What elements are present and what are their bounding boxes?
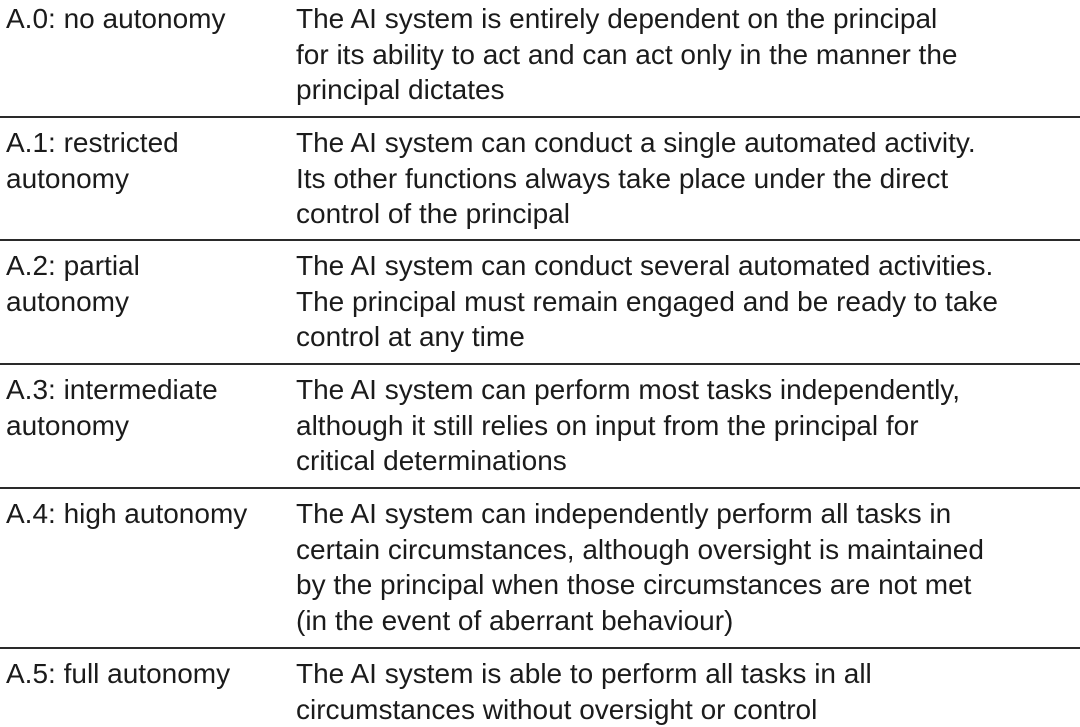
- autonomy-level-description: The AI system can independently perform all tasks in certain circumstances, although oversight is maintained by the principal when those circumstances are not met (in the event of aberrant behaviour): [296, 498, 984, 636]
- table-row: [0, 489, 1080, 649]
- autonomy-level-label: A.1: restricted autonomy: [6, 127, 179, 194]
- table-row: [0, 365, 1080, 489]
- table-row: [0, 118, 1080, 241]
- autonomy-level-description: The AI system can conduct a single automated activity. Its other functions always take place under the direct control of the principal: [296, 127, 976, 229]
- table-row: [0, 649, 1080, 727]
- autonomy-level-description: The AI system is able to perform all tasks in all circumstances without oversight or control: [296, 658, 872, 725]
- autonomy-level-label: A.3: intermediate autonomy: [6, 374, 218, 441]
- autonomy-level-label: A.4: high autonomy: [6, 498, 248, 529]
- autonomy-level-description: The AI system can conduct several automated activities. The principal must remain engaged and be ready to take control at any time: [296, 250, 998, 352]
- autonomy-level-label: A.2: partial autonomy: [6, 250, 140, 317]
- table-row: [0, 0, 1080, 118]
- autonomy-level-label: A.5: full autonomy: [6, 658, 231, 689]
- autonomy-level-description: The AI system is entirely dependent on the principal for its ability to act and can act only in the manner the principal dictates: [296, 3, 958, 105]
- autonomy-level-label: A.0: no autonomy: [6, 3, 226, 34]
- table-row: [0, 241, 1080, 365]
- autonomy-level-description: The AI system can perform most tasks independently, although it still relies on input from the principal for critical determinations: [296, 374, 961, 476]
